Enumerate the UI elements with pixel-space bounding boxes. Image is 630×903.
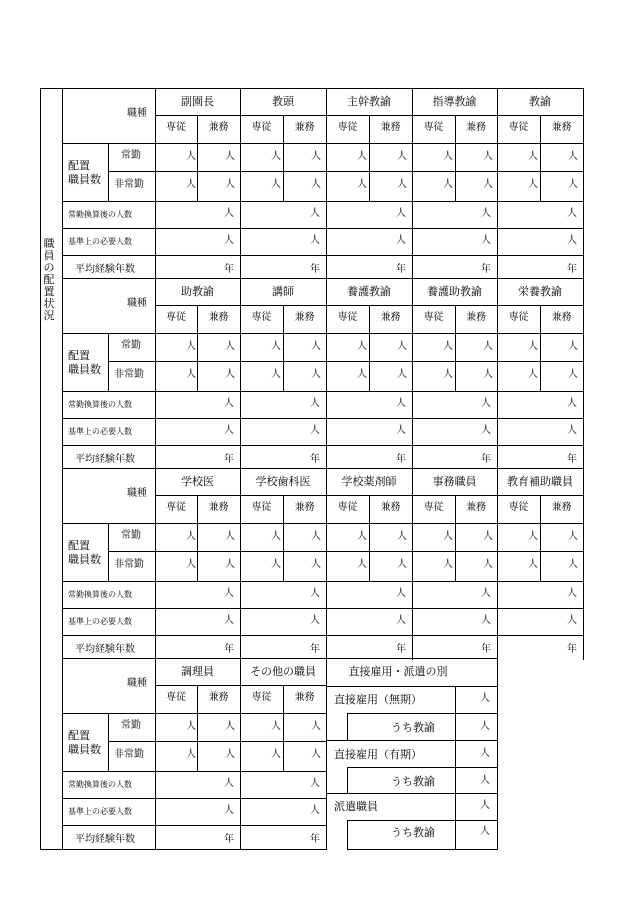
col-line-values-start (155, 468, 156, 660)
unit-person: 人 (528, 559, 538, 570)
emp-panel-bottom (347, 849, 498, 850)
emp-row-line-4 (347, 767, 498, 768)
col-header-concurrent: 兼務 (294, 502, 315, 513)
unit-person: 人 (310, 235, 320, 246)
unit-year: 年 (396, 644, 406, 655)
row-line-header-bottom (62, 523, 584, 524)
unit-year: 年 (310, 264, 320, 275)
unit-person: 人 (397, 179, 407, 190)
job-title: 事務職員 (432, 475, 477, 488)
unit-year: 年 (396, 264, 406, 275)
col-line-senju-kenmu (540, 305, 541, 391)
unit-person: 人 (186, 559, 196, 570)
col-header-concurrent: 兼務 (380, 312, 401, 323)
unit-person: 人 (568, 531, 578, 542)
label-required-count: 基準上の必要人数 (68, 807, 132, 816)
unit-person: 人 (271, 721, 281, 732)
side-label-staff-allocation: 職 員 の 配 置 状 況 (43, 237, 55, 322)
outer-border-top (40, 88, 63, 89)
col-header-dedicated: 専従 (251, 122, 272, 133)
row-line-bottom (62, 849, 327, 850)
unit-person: 人 (568, 151, 578, 162)
unit-person: 人 (225, 531, 235, 542)
unit-person: 人 (568, 369, 578, 380)
unit-person: 人 (481, 208, 491, 219)
unit-person: 人 (396, 588, 406, 599)
unit-person: 人 (357, 179, 367, 190)
col-line-job-end (326, 468, 327, 660)
col-header-dedicated: 専従 (166, 312, 186, 323)
unit-person: 人 (186, 341, 196, 352)
col-header-dedicated: 専従 (508, 122, 529, 133)
unit-person: 人 (397, 341, 407, 352)
job-title: 講師 (272, 285, 294, 298)
unit-person: 人 (224, 425, 234, 436)
unit-person: 人 (224, 588, 234, 599)
col-line-job-end (497, 88, 498, 278)
label-full-time: 常勤 (121, 340, 141, 351)
unit-person: 人 (480, 800, 490, 811)
job-title: 調理員 (181, 665, 214, 678)
label-avg-experience: 平均経験年数 (75, 264, 135, 275)
emp-indent-line (347, 820, 348, 849)
col-header-concurrent: 兼務 (551, 122, 572, 133)
label-part-time: 非常勤 (114, 559, 144, 570)
unit-year: 年 (224, 834, 234, 845)
col-header-concurrent: 兼務 (294, 692, 315, 703)
unit-person: 人 (397, 531, 407, 542)
job-title: 指導教諭 (432, 95, 477, 108)
unit-person: 人 (310, 208, 320, 219)
unit-person: 人 (568, 341, 578, 352)
unit-person: 人 (186, 369, 196, 380)
unit-person: 人 (224, 208, 234, 219)
emp-indent-line (347, 767, 348, 793)
job-title: 学校歯科医 (255, 475, 311, 488)
label-required-count: 基準上の必要人数 (68, 617, 132, 626)
label-allocated: 配置 (68, 729, 90, 742)
row-line-header-bottom (62, 333, 584, 334)
col-header-dedicated: 専従 (166, 122, 186, 133)
emp-dispatch: 派遣職員 (334, 800, 378, 813)
col-line-values-start (155, 658, 156, 849)
unit-person: 人 (225, 721, 235, 732)
col-line-job-end (497, 278, 498, 468)
unit-person: 人 (225, 151, 235, 162)
emp-row-line-5 (326, 793, 498, 794)
unit-person: 人 (483, 559, 493, 570)
unit-person: 人 (528, 179, 538, 190)
unit-person: 人 (311, 559, 321, 570)
col-header-concurrent: 兼務 (208, 122, 229, 133)
row-line-parttime (62, 581, 584, 582)
unit-year: 年 (481, 454, 491, 465)
unit-year: 年 (567, 454, 577, 465)
unit-person: 人 (311, 749, 321, 760)
unit-person: 人 (357, 341, 367, 352)
unit-person: 人 (483, 179, 493, 190)
unit-person: 人 (396, 235, 406, 246)
unit-person: 人 (224, 235, 234, 246)
row-line-fulltime (108, 551, 584, 552)
col-line-senju-kenmu (369, 115, 370, 201)
unit-person: 人 (443, 151, 453, 162)
unit-person: 人 (396, 208, 406, 219)
unit-person: 人 (567, 588, 577, 599)
job-title: 助教諭 (181, 285, 214, 298)
unit-person: 人 (481, 425, 491, 436)
row-line-fulltime (108, 171, 584, 172)
emp-row-line-2 (347, 713, 498, 714)
unit-person: 人 (396, 398, 406, 409)
unit-person: 人 (528, 151, 538, 162)
unit-person: 人 (271, 179, 281, 190)
unit-person: 人 (397, 151, 407, 162)
unit-year: 年 (481, 264, 491, 275)
col-line-senju-kenmu (197, 495, 198, 581)
unit-person: 人 (310, 778, 320, 789)
emp-panel-right (497, 658, 498, 849)
col-line-job-end (412, 468, 413, 660)
unit-person: 人 (311, 531, 321, 542)
unit-person: 人 (480, 721, 490, 732)
label-fte-count: 常勤換算後の人数 (68, 400, 132, 409)
unit-year: 年 (310, 834, 320, 845)
unit-person: 人 (271, 749, 281, 760)
col-header-concurrent: 兼務 (294, 122, 315, 133)
unit-person: 人 (271, 369, 281, 380)
unit-person: 人 (567, 425, 577, 436)
emp-row-line-1 (326, 686, 498, 687)
outer-border-bottom (40, 849, 63, 850)
unit-person: 人 (528, 341, 538, 352)
label-avg-experience: 平均経験年数 (75, 834, 135, 845)
col-line-values-start (155, 88, 156, 278)
unit-person: 人 (443, 341, 453, 352)
label-fte-count: 常勤換算後の人数 (68, 210, 132, 219)
unit-person: 人 (271, 531, 281, 542)
label-required-count: 基準上の必要人数 (68, 237, 132, 246)
unit-person: 人 (568, 559, 578, 570)
unit-person: 人 (483, 341, 493, 352)
col-line-job-end (412, 278, 413, 468)
row-line-top (62, 658, 327, 659)
row-line-fte (62, 418, 584, 419)
col-line-job-end (412, 88, 413, 278)
col-line-employment-type (108, 333, 109, 391)
unit-person: 人 (397, 559, 407, 570)
col-header-concurrent: 兼務 (208, 502, 229, 513)
row-line-fulltime (108, 741, 327, 742)
unit-year: 年 (567, 644, 577, 655)
emp-of-which-teachers: うち教諭 (391, 721, 435, 734)
label-fte-count: 常勤換算後の人数 (68, 780, 132, 789)
col-line-senju-kenmu (283, 495, 284, 581)
unit-person: 人 (483, 369, 493, 380)
col-line-job-end (583, 88, 584, 278)
label-staff-count: 職員数 (68, 363, 101, 376)
unit-person: 人 (186, 151, 196, 162)
job-title: 教頭 (272, 95, 294, 108)
row-line-top (62, 88, 584, 89)
unit-person: 人 (443, 531, 453, 542)
unit-person: 人 (311, 721, 321, 732)
unit-person: 人 (225, 341, 235, 352)
unit-person: 人 (483, 531, 493, 542)
job-title: 養護教諭 (347, 285, 391, 298)
emp-row-line-3 (326, 740, 498, 741)
label-required-count: 基準上の必要人数 (68, 427, 132, 436)
emp-direct-indefinite: 直接雇用（無期） (334, 693, 422, 706)
col-line-senju-kenmu (540, 115, 541, 201)
unit-person: 人 (567, 398, 577, 409)
col-line-senju-kenmu (455, 115, 456, 201)
col-header-dedicated: 専従 (337, 502, 358, 513)
col-line-job-end (583, 278, 584, 468)
row-line-header-bottom (62, 713, 327, 714)
unit-year: 年 (224, 644, 234, 655)
unit-year: 年 (224, 454, 234, 465)
unit-person: 人 (397, 369, 407, 380)
col-header-concurrent: 兼務 (380, 122, 401, 133)
col-line-senju-kenmu (540, 495, 541, 581)
col-header-dedicated: 専従 (508, 312, 529, 323)
col-line-values-start (155, 278, 156, 468)
col-line-job-end (583, 468, 584, 660)
col-header-dedicated: 専従 (423, 502, 444, 513)
col-header-dedicated: 専従 (337, 312, 358, 323)
unit-person: 人 (311, 369, 321, 380)
unit-person: 人 (567, 208, 577, 219)
col-line-job-end (240, 278, 241, 468)
unit-person: 人 (224, 398, 234, 409)
emp-header: 直接雇用・派遣の別 (348, 665, 448, 678)
emp-indent-line (347, 713, 348, 740)
unit-person: 人 (310, 588, 320, 599)
col-line-senju-kenmu (283, 115, 284, 201)
label-avg-experience: 平均経験年数 (75, 454, 135, 465)
emp-panel-top (326, 658, 498, 659)
label-staff-count: 職員数 (68, 743, 101, 756)
col-header-concurrent: 兼務 (551, 312, 572, 323)
unit-person: 人 (481, 398, 491, 409)
job-title: 教育補助職員 (507, 475, 573, 488)
row-line-fte (62, 608, 584, 609)
row-line-required (62, 255, 584, 256)
col-line-employment-type (108, 143, 109, 201)
job-title: その他の職員 (250, 665, 316, 678)
unit-person: 人 (357, 531, 367, 542)
col-header-dedicated: 専従 (166, 502, 186, 513)
row-line-fulltime (108, 361, 584, 362)
unit-year: 年 (567, 264, 577, 275)
emp-of-which-teachers: うち教諭 (391, 775, 435, 788)
unit-person: 人 (481, 235, 491, 246)
unit-person: 人 (480, 775, 490, 786)
col-line-senju-kenmu (369, 495, 370, 581)
col-header-dedicated: 専従 (423, 122, 444, 133)
job-type-header: 職種 (127, 108, 147, 119)
col-line-employment-type (108, 523, 109, 581)
job-type-header: 職種 (127, 678, 147, 689)
job-title: 学校医 (181, 475, 214, 488)
col-line-senju-kenmu (283, 685, 284, 771)
col-header-concurrent: 兼務 (466, 312, 486, 323)
unit-person: 人 (310, 425, 320, 436)
unit-person: 人 (357, 559, 367, 570)
label-full-time: 常勤 (121, 150, 141, 161)
col-header-concurrent: 兼務 (380, 502, 401, 513)
row-line-top (62, 278, 584, 279)
unit-person: 人 (271, 341, 281, 352)
col-header-dedicated: 専従 (251, 692, 272, 703)
col-header-dedicated: 専従 (423, 312, 444, 323)
job-title: 学校薬剤師 (341, 475, 397, 488)
unit-person: 人 (271, 559, 281, 570)
unit-person: 人 (528, 531, 538, 542)
col-line-job-end (240, 88, 241, 278)
outer-border-left (40, 88, 41, 849)
col-header-concurrent: 兼務 (466, 122, 486, 133)
col-line-job-end (326, 88, 327, 278)
unit-person: 人 (528, 369, 538, 380)
col-header-concurrent: 兼務 (551, 502, 572, 513)
label-fte-count: 常勤換算後の人数 (68, 590, 132, 599)
col-header-dedicated: 専従 (337, 122, 358, 133)
col-line-senju-kenmu (283, 305, 284, 391)
unit-person: 人 (481, 615, 491, 626)
unit-person: 人 (311, 341, 321, 352)
label-allocated: 配置 (68, 159, 90, 172)
unit-person: 人 (357, 369, 367, 380)
job-title: 養護助教諭 (427, 285, 482, 298)
col-line-employment-type (108, 713, 109, 771)
col-line-job-end (240, 658, 241, 849)
unit-person: 人 (483, 151, 493, 162)
label-part-time: 非常勤 (114, 369, 144, 380)
unit-person: 人 (225, 749, 235, 760)
emp-of-which-teachers: うち教諭 (391, 826, 435, 839)
col-line-senju-kenmu (197, 685, 198, 771)
unit-person: 人 (567, 235, 577, 246)
col-header-concurrent: 兼務 (208, 312, 229, 323)
label-allocated: 配置 (68, 539, 90, 552)
emp-row-line-6 (347, 820, 498, 821)
unit-person: 人 (568, 179, 578, 190)
unit-person: 人 (357, 151, 367, 162)
unit-year: 年 (310, 644, 320, 655)
row-line-fte (62, 228, 584, 229)
row-line-parttime (62, 391, 584, 392)
col-line-job-end (326, 278, 327, 468)
col-line-senju-kenmu (455, 495, 456, 581)
unit-person: 人 (481, 588, 491, 599)
unit-person: 人 (310, 805, 320, 816)
row-line-top (62, 468, 584, 469)
row-line-fte (62, 798, 327, 799)
unit-person: 人 (443, 369, 453, 380)
col-header-dedicated: 専従 (251, 312, 272, 323)
unit-person: 人 (480, 693, 490, 704)
unit-year: 年 (481, 644, 491, 655)
job-title: 教諭 (529, 95, 551, 108)
row-line-required (62, 825, 327, 826)
unit-person: 人 (271, 151, 281, 162)
emp-direct-fixed: 直接雇用（有期） (334, 748, 422, 761)
row-line-parttime (62, 201, 584, 202)
unit-person: 人 (311, 151, 321, 162)
unit-person: 人 (396, 615, 406, 626)
col-line-senju-kenmu (455, 305, 456, 391)
job-type-header: 職種 (127, 488, 147, 499)
col-line-job-end (240, 468, 241, 660)
unit-person: 人 (396, 425, 406, 436)
col-header-dedicated: 専従 (251, 502, 272, 513)
emp-unit-col (455, 686, 456, 849)
unit-year: 年 (310, 454, 320, 465)
unit-person: 人 (186, 179, 196, 190)
unit-person: 人 (225, 179, 235, 190)
unit-person: 人 (310, 398, 320, 409)
label-staff-count: 職員数 (68, 173, 101, 186)
unit-person: 人 (224, 805, 234, 816)
job-type-header: 職種 (127, 298, 147, 309)
job-title: 副園長 (181, 95, 214, 108)
unit-person: 人 (186, 531, 196, 542)
unit-person: 人 (567, 615, 577, 626)
col-line-senju-kenmu (197, 115, 198, 201)
job-title: 主幹教諭 (347, 95, 391, 108)
row-line-subheader (155, 685, 327, 686)
unit-person: 人 (443, 179, 453, 190)
row-line-required (62, 635, 584, 636)
label-staff-count: 職員数 (68, 553, 101, 566)
unit-year: 年 (224, 264, 234, 275)
row-line-required (62, 445, 584, 446)
col-line-senju-kenmu (369, 305, 370, 391)
col-header-dedicated: 専従 (508, 502, 529, 513)
col-line-senju-kenmu (197, 305, 198, 391)
unit-person: 人 (480, 826, 490, 837)
col-header-concurrent: 兼務 (208, 692, 229, 703)
label-full-time: 常勤 (121, 530, 141, 541)
col-header-concurrent: 兼務 (466, 502, 486, 513)
row-line-parttime (62, 771, 327, 772)
col-header-dedicated: 専従 (166, 692, 186, 703)
unit-person: 人 (225, 559, 235, 570)
label-avg-experience: 平均経験年数 (75, 644, 135, 655)
label-allocated: 配置 (68, 349, 90, 362)
unit-person: 人 (186, 749, 196, 760)
job-title: 栄養教諭 (518, 285, 562, 298)
unit-person: 人 (310, 615, 320, 626)
label-full-time: 常勤 (121, 720, 141, 731)
label-part-time: 非常勤 (114, 179, 144, 190)
unit-person: 人 (224, 778, 234, 789)
unit-year: 年 (396, 454, 406, 465)
row-line-header-bottom (62, 143, 584, 144)
unit-person: 人 (480, 748, 490, 759)
unit-person: 人 (311, 179, 321, 190)
unit-person: 人 (443, 559, 453, 570)
label-part-time: 非常勤 (114, 749, 144, 760)
unit-person: 人 (224, 615, 234, 626)
col-line-job-end (497, 468, 498, 660)
unit-person: 人 (225, 369, 235, 380)
col-header-concurrent: 兼務 (294, 312, 315, 323)
unit-person: 人 (186, 721, 196, 732)
